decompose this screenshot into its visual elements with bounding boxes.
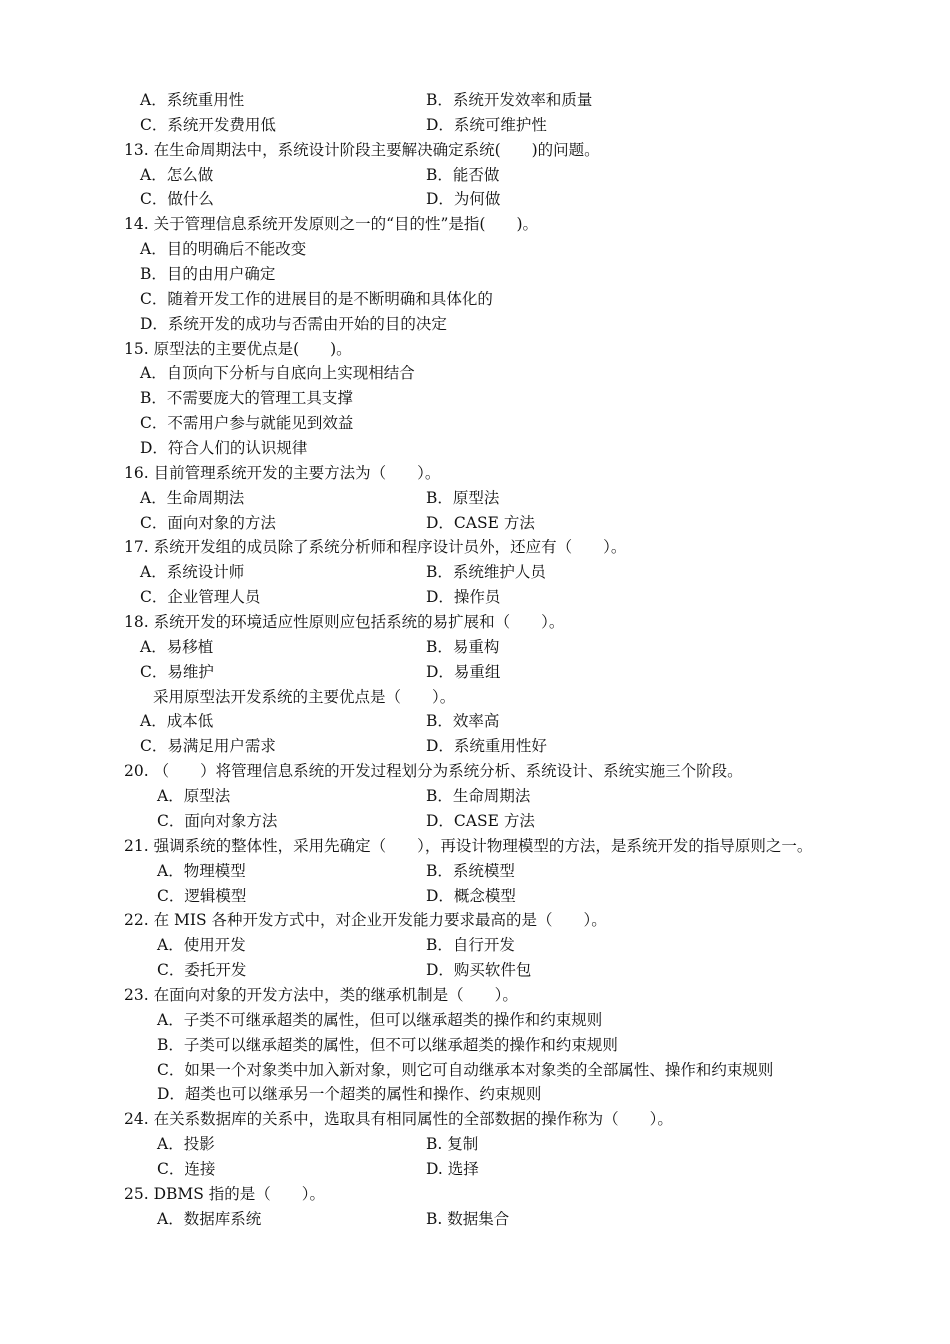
option-text: A．子类不可继承超类的属性，但可以继承超类的操作和约束规则 [157,1010,603,1029]
option-right: B. 数据集合 [426,1209,510,1228]
option-text: D．系统开发的成功与否需由开始的目的决定 [140,314,447,333]
question-text: 15. 原型法的主要优点是( )。 [124,339,352,358]
option-left: C．面向对象方法 [157,811,278,830]
question-text: 25. DBMS 指的是（ ）。 [124,1184,326,1203]
option-right: B．能否做 [426,165,500,184]
option-line [0,113,950,138]
option-line [0,884,950,909]
option-left: A．数据库系统 [157,1209,262,1228]
option-right: B．系统开发效率和质量 [426,91,593,109]
option-line [0,1207,950,1232]
question-line [0,461,950,486]
option-text: C．不需用户参与就能见到效益 [140,414,354,433]
option-right: D．系统重用性好 [426,737,547,756]
exam-document [0,88,950,1232]
question-text: 24. 在关系数据库的关系中，选取具有相同属性的全部数据的操作称为（ ）。 [124,1110,673,1129]
option-line [0,660,950,685]
option-line [0,436,950,461]
option-line [0,411,950,436]
option-left: C．逻辑模型 [157,886,247,905]
option-text: D．符合人们的认识规律 [140,439,308,458]
question-line [0,1107,950,1132]
option-left: C．易维护 [140,662,214,681]
question-line [0,610,950,635]
option-line [0,386,950,411]
option-line [0,1058,950,1083]
option-left: C．委托开发 [157,961,247,980]
option-left: C．做什么 [140,190,214,209]
option-line [0,709,950,734]
option-line [0,237,950,262]
option-right: B．自行开发 [426,936,515,955]
question-text: 20. （ ）将管理信息系统的开发过程划分为系统分析、系统设计、系统实施三个阶段。 [124,762,743,781]
option-line [0,1033,950,1058]
option-right: B．系统维护人员 [426,563,546,582]
option-right: D．购买软件包 [426,961,532,980]
option-text: C．如果一个对象类中加入新对象，则它可自动继承本对象类的全部属性、操作和约束规则 [157,1060,774,1079]
option-line [0,809,950,834]
option-text: C．随着开发工作的进展目的是不断明确和具体化的 [140,289,493,308]
question-line [0,535,950,560]
option-line [0,560,950,585]
option-left: C．易满足用户需求 [140,737,276,756]
option-left: A．系统重用性 [140,91,245,109]
option-line [0,784,950,809]
option-left: A．系统设计师 [140,563,245,582]
option-right: B．易重构 [426,637,500,656]
option-left: A．投影 [157,1135,215,1154]
option-right: B．原型法 [426,488,500,507]
option-line [0,1008,950,1033]
option-right: D．易重组 [426,662,501,681]
option-right: D. 选择 [426,1159,479,1178]
question-line [0,1182,950,1207]
option-line [0,1132,950,1157]
option-left: C．系统开发费用低 [140,115,276,134]
question-line [0,337,950,362]
option-left: A．生命周期法 [140,488,245,507]
option-line [0,933,950,958]
option-right: B. 复制 [426,1135,479,1154]
option-line [0,262,950,287]
option-line [0,958,950,983]
option-right: D．系统可维护性 [426,115,547,134]
option-text: B．子类可以继承超类的属性，但不可以继承超类的操作和约束规则 [157,1035,618,1054]
question-text: 14. 关于管理信息系统开发原则之一的“目的性”是指( )。 [124,215,539,234]
option-right: D．为何做 [426,190,501,209]
option-line [0,287,950,312]
option-line [0,486,950,511]
question-line [0,685,950,710]
option-line [0,361,950,386]
option-left: C．企业管理人员 [140,588,261,607]
option-left: A．物理模型 [157,861,246,880]
option-text: B．不需要庞大的管理工具支撑 [140,389,353,408]
option-line [0,859,950,884]
question-text: 21. 强调系统的整体性，采用先确定（ ），再设计物理模型的方法，是系统开发的指导原则之一。 [124,836,813,855]
option-left: A．成本低 [140,712,214,731]
question-line [0,138,950,163]
option-right: D．操作员 [426,588,501,607]
option-right: B．生命周期法 [426,787,531,806]
option-line [0,88,950,113]
option-text: A．自顶向下分析与自底向上实现相结合 [140,364,415,383]
option-line [0,312,950,337]
option-line [0,187,950,212]
option-line [0,163,950,188]
question-line [0,983,950,1008]
option-line [0,1157,950,1182]
option-line [0,734,950,759]
option-left: A．怎么做 [140,165,214,184]
option-right: B．系统模型 [426,861,515,880]
option-text: A．目的明确后不能改变 [140,240,307,259]
question-text: 22. 在 MIS 各种开发方式中，对企业开发能力要求最高的是（ ）。 [124,911,607,930]
question-line [0,759,950,784]
option-right: D．CASE 方法 [426,811,535,830]
question-text: 13. 在生命周期法中，系统设计阶段主要解决确定系统( )的问题。 [124,140,600,159]
option-left: C．连接 [157,1159,216,1178]
question-line [0,908,950,933]
option-left: A．使用开发 [157,936,246,955]
question-text: 16. 目前管理系统开发的主要方法为（ ）。 [124,463,441,482]
option-left: A．原型法 [157,787,231,806]
option-line [0,635,950,660]
option-text: D．超类也可以继承另一个超类的属性和操作、约束规则 [157,1085,542,1104]
question-text: 23. 在面向对象的开发方法中，类的继承机制是（ ）。 [124,985,518,1004]
option-line [0,585,950,610]
option-text: B．目的由用户确定 [140,265,276,284]
question-line [0,212,950,237]
option-line [0,511,950,536]
option-right: D．概念模型 [426,886,516,905]
question-text: 17. 系统开发组的成员除了系统分析师和程序设计员外，还应有（ ）。 [124,538,627,557]
question-text: 18. 系统开发的环境适应性原则应包括系统的易扩展和（ ）。 [124,613,565,632]
option-left: A．易移植 [140,637,214,656]
question-text: 采用原型法开发系统的主要优点是（ ）。 [153,687,456,706]
option-line [0,1082,950,1107]
option-right: B．效率高 [426,712,500,731]
question-line [0,834,950,859]
option-right: D．CASE 方法 [426,513,535,532]
option-left: C．面向对象的方法 [140,513,276,532]
